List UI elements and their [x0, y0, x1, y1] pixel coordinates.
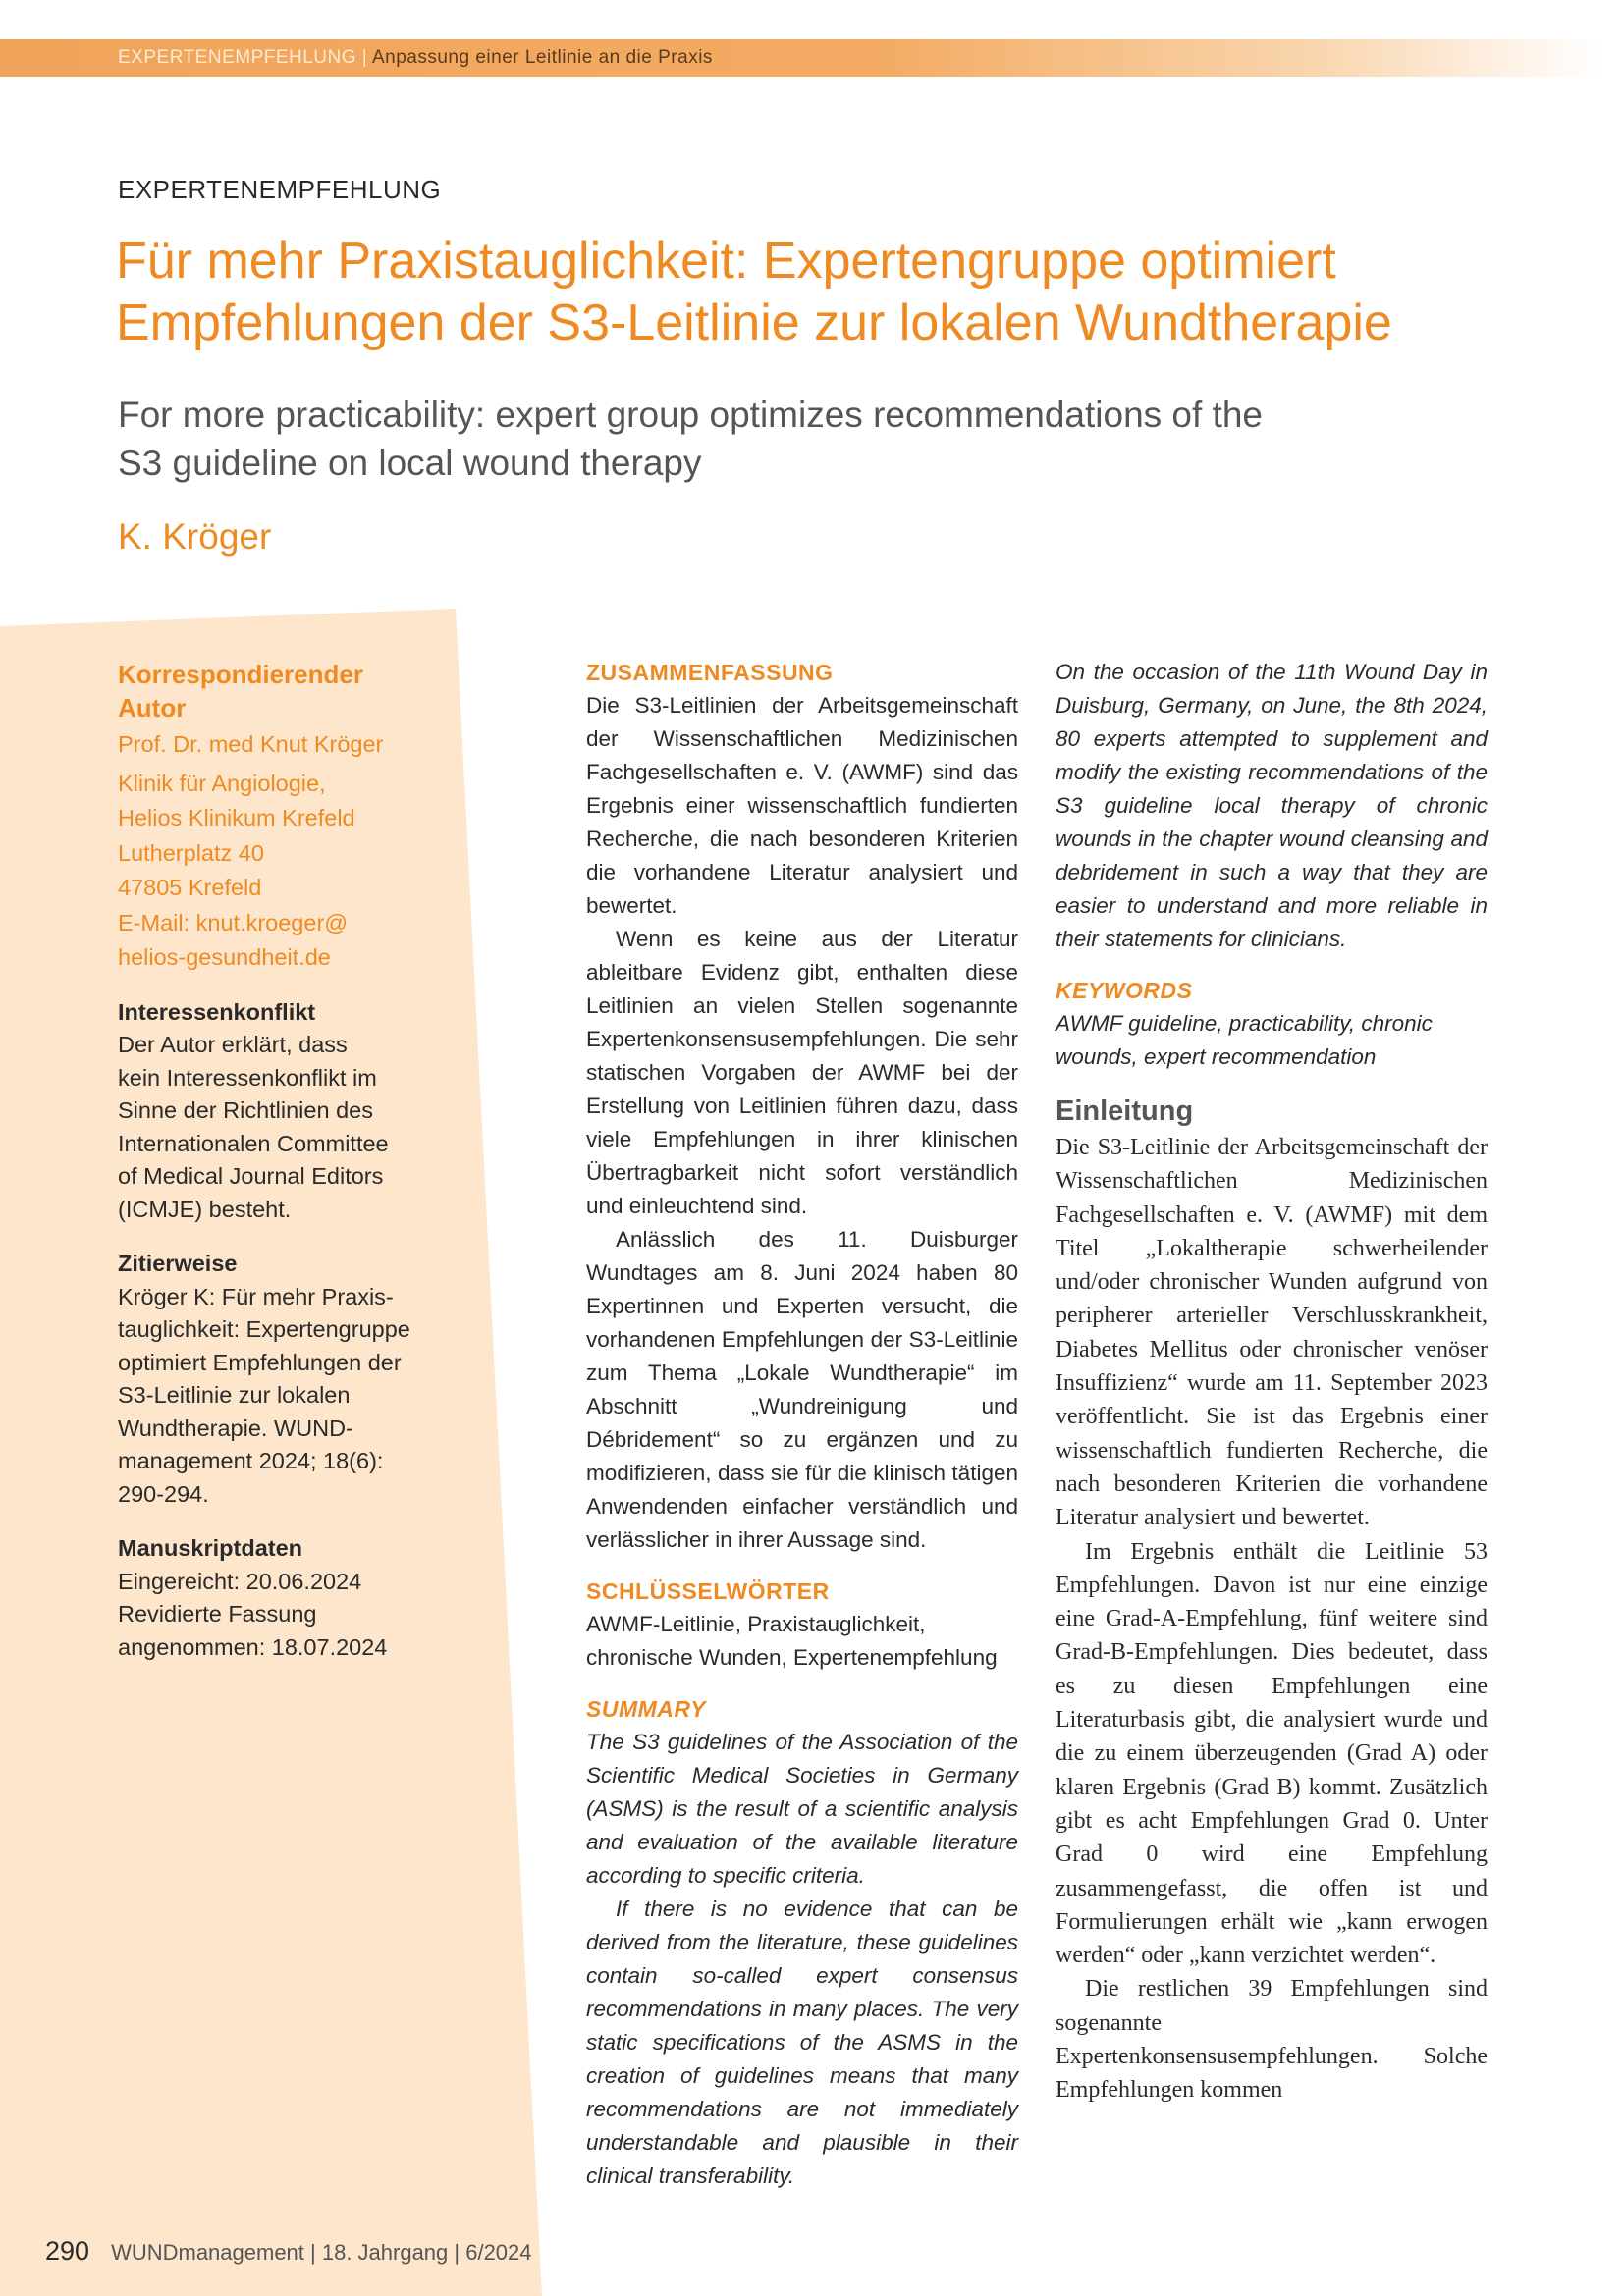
- article-author: K. Kröger: [118, 516, 272, 557]
- corresponding-address: [118, 728, 432, 975]
- manuscript-line: angenommen: 18.07.2024: [118, 1633, 388, 1660]
- article-title-line: Für mehr Praxistauglichkeit: Expertengruppe optimiert: [116, 233, 1336, 290]
- zusammenfassung-paragraph: Wenn es keine aus der Literatur ableitbare Evidenz gibt, enthalten diese Leitlinien an vielen Stellen sogenannte Expertenkonsensusempfehlungen. Die sehr statischen Vorgaben der AWMF bei der Erstellung von Leitlinien führen dazu, dass viele Empfehlungen in ihrer klinischen Übertragbarkeit nicht sofort verständlich und einleuchtend sind.: [586, 927, 1018, 1218]
- article-subtitle: [118, 391, 1394, 487]
- keywords-en: AWMF guideline, practicability, chronic wounds, expert recommendation: [1056, 1011, 1433, 1069]
- zusammenfassung-paragraph: Anlässlich des 11. Duisburger Wundtages am 8. Juni 2024 haben 80 Expertinnen und Experten versucht, die vorhandenen Empfehlungen der S3-Leitlinie zum Thema „Lokale Wundtherapie“ im Abschnitt „Wundreinigung und Débridement“ so zu ergänzen und zu modifizieren, dass sie für die klinisch tätigen Anwendenden einfacher verständlich und verlässlicher in ihrer Aussage sind.: [586, 1227, 1018, 1552]
- running-header-bar: [0, 39, 1600, 77]
- manuscript-block: [118, 1532, 432, 1664]
- main-column: [1056, 656, 1488, 2108]
- conflict-line: Internationalen Committee: [118, 1130, 389, 1156]
- zusammenfassung-paragraph: Die S3-Leitlinien der Arbeitsgemeinschaft der Wissenschaftlichen Medizinischen Fachgesellschaften e. V. (AWMF) sind das Ergebnis einer wissenschaftlich fundierten Recherche, die nach besonderen Kriterien die vorhandene Literatur analysiert und bewertet.: [586, 693, 1018, 918]
- conflict-line: Sinne der Richtlinien des: [118, 1097, 373, 1123]
- article-title-line: Empfehlungen der S3-Leitlinie zur lokalen Wundtherapie: [116, 294, 1392, 351]
- citation-line: Wundtherapie. WUND-: [118, 1415, 353, 1441]
- conflict-line: of Medical Journal Editors: [118, 1163, 384, 1189]
- citation-line: 290-294.: [118, 1480, 209, 1507]
- heading-line: Korrespondierender: [118, 660, 363, 689]
- running-header-topic: Anpassung einer Leitlinie an die Praxis: [371, 47, 713, 68]
- article-subtitle-line: S3 guideline on local wound therapy: [118, 443, 702, 483]
- email-line[interactable]: E-Mail: knut.kroeger@: [118, 909, 349, 935]
- summary-paragraph: The S3 guidelines of the Association of the Scientific Medical Societies in Germany (ASMS) is the result of a scientific analysis and evaluation of the available literature according to specific criteria.: [586, 1730, 1018, 1888]
- conflict-line: kein Interessenkonflikt im: [118, 1064, 377, 1091]
- email-line[interactable]: helios-gesundheit.de: [118, 944, 331, 970]
- citation-line: tauglichkeit: Expertengruppe: [118, 1316, 410, 1342]
- citation-line: Kröger K: Für mehr Praxis-: [118, 1283, 394, 1309]
- conflict-line: Der Autor erklärt, dass: [118, 1032, 348, 1057]
- einleitung-paragraph: Die S3-Leitlinie der Arbeitsgemeinschaft der Wissenschaftlichen Medizinischen Fachgesellschaften e. V. (AWMF) mit dem Titel „Lokaltherapie schwerheilender und/oder chronischer Wunden aufgrund von peripherer arterieller Verschlusskrankheit, Diabetes Mellitus oder chronischer venöser Insuffizienz“ wurde am 11. September 2023 veröffentlicht. Sie ist das Ergebnis einer wissenschaftlich fundierten Recherche, die nach besonderen Kriterien die vorhandene Literatur analysiert und bewertet.: [1056, 1135, 1488, 1531]
- sidebar: [118, 658, 432, 1685]
- manuscript-line: Revidierte Fassung: [118, 1601, 317, 1627]
- address-line: Helios Klinikum Krefeld: [118, 805, 355, 830]
- summary-paragraph: If there is no evidence that can be derived from the literature, these guidelines contain so-called expert consensus recommendations in many places. The very static specifications of the ASMS in the creation of guidelines means that many recommendations are not immediately understandable and plausible in their clinical transferability.: [586, 1896, 1018, 2188]
- running-header-section: EXPERTENEMPFEHLUNG: [118, 47, 357, 68]
- conflict-heading: Interessenkonflikt: [118, 998, 316, 1025]
- citation-line: S3-Leitlinie zur lokalen: [118, 1382, 351, 1408]
- address-line: 47805 Krefeld: [118, 875, 262, 900]
- journal-info: WUNDmanagement | 18. Jahrgang | 6/2024: [111, 2240, 532, 2265]
- citation-line: optimiert Empfehlungen der: [118, 1349, 402, 1375]
- page-footer: [45, 2236, 532, 2267]
- conflict-block: [118, 996, 432, 1227]
- article-title: [116, 231, 1510, 354]
- abstract-column: [586, 656, 1018, 2193]
- running-header: [118, 39, 713, 77]
- einleitung-heading: Einleitung: [1056, 1095, 1194, 1127]
- manuscript-line: Eingereicht: 20.06.2024: [118, 1568, 362, 1594]
- einleitung-paragraph: Im Ergebnis enthält die Leitlinie 53 Empfehlungen. Davon ist nur eine einzige eine Grad-A-Empfehlung, fünf weitere sind Grad-B-Empfehlungen. Dies bedeutet, dass es zu diesen Empfehlungen eine Literaturbasis gibt, die analysiert wurde und die zu einem überzeugenden (Grad A) oder klaren Ergebnis (Grad B) kommt. Zusätzlich gibt es acht Empfehlungen Grad 0. Unter Grad 0 wird eine Empfehlung zusammengefasst, die offen ist und Formulierungen erhält wie „kann erwogen werden“ oder „kann verzichtet werden“.: [1056, 1538, 1488, 1969]
- corresponding-author-heading: [118, 658, 432, 724]
- corresponding-author-block: [118, 658, 432, 975]
- address-line: Prof. Dr. med Knut Kröger: [118, 731, 384, 757]
- zusammenfassung-heading: ZUSAMMENFASSUNG: [586, 660, 834, 685]
- running-header-separator: |: [356, 47, 372, 68]
- article-subtitle-line: For more practicability: expert group optimizes recommendations of the: [118, 395, 1264, 435]
- article-kicker: EXPERTENEMPFEHLUNG: [118, 175, 442, 204]
- manuscript-heading: Manuskriptdaten: [118, 1535, 303, 1561]
- einleitung-paragraph: Die restlichen 39 Empfehlungen sind sogenannte Expertenkonsensusempfehlungen. Solche Empfehlungen kommen: [1056, 1976, 1488, 2104]
- citation-block: [118, 1248, 432, 1511]
- schluesselwoerter-heading: SCHLÜSSELWÖRTER: [586, 1578, 830, 1604]
- citation-heading: Zitierweise: [118, 1251, 238, 1276]
- address-line: Lutherplatz 40: [118, 839, 264, 866]
- address-line: Klinik für Angiologie,: [118, 770, 326, 796]
- heading-line: Autor: [118, 693, 187, 722]
- citation-line: management 2024; 18(6):: [118, 1448, 384, 1473]
- conflict-line: (ICMJE) besteht.: [118, 1196, 292, 1222]
- keywords-de: AWMF-Leitlinie, Praxistauglichkeit, chronische Wunden, Expertenempfehlung: [586, 1612, 998, 1670]
- summary-heading: SUMMARY: [586, 1696, 706, 1722]
- keywords-heading: KEYWORDS: [1056, 978, 1193, 1003]
- page-number: 290: [45, 2236, 90, 2266]
- summary-paragraph: On the occasion of the 11th Wound Day in Duisburg, Germany, on June, the 8th 2024, 80 experts attempted to supplement and modify the existing recommendations of the S3 guideline local therapy of chronic wounds in the chapter wound cleansing and debridement in such a way that they are easier to understand and more reliable in their statements for clinicians.: [1056, 660, 1488, 951]
